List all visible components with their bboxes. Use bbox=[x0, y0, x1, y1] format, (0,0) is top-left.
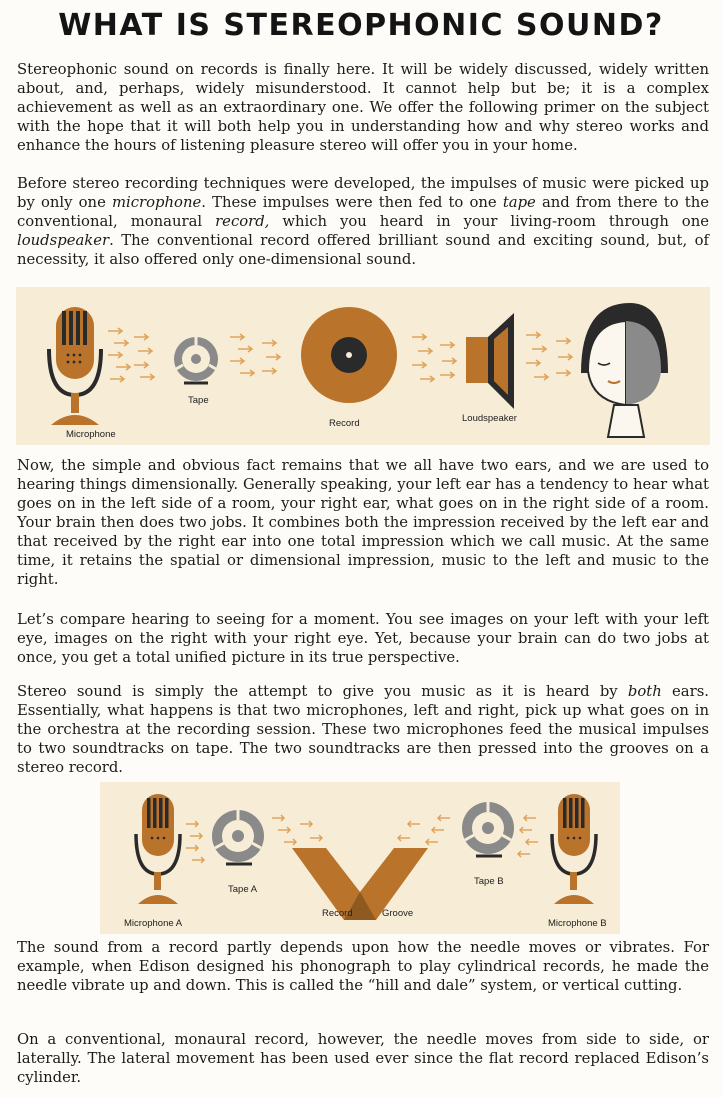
label-microphone-a: Microphone A bbox=[124, 918, 183, 929]
text-run: Stereo sound is simply the attempt to give you music as it is heard by bbox=[17, 683, 628, 700]
tape-reel-a-icon bbox=[212, 810, 264, 864]
tape-reel-icon bbox=[174, 337, 218, 383]
text-run: which you heard in your living-room through one bbox=[269, 213, 709, 230]
emphasis-tape: tape bbox=[502, 194, 536, 211]
tape-reel-b-icon bbox=[462, 802, 514, 856]
paragraph-seeing: Let’s compare hearing to seeing for a moment. You see images on your left with your left eye, images on the right with your right eye. Yet, because your brain can do two jobs at once, you get a total unified picture in its true perspective. bbox=[17, 611, 709, 666]
sound-arrows bbox=[412, 334, 456, 382]
loudspeaker-icon bbox=[466, 313, 514, 409]
sound-arrows bbox=[186, 821, 204, 863]
paragraph-stereo bbox=[17, 682, 709, 777]
paragraph-two-ears: Now, the simple and obvious fact remains that we all have two ears, and we are used to hearing things dimensionally. Generally speaking, your left ear has a tendency to hear what goes on in the left side of a room, your right ear, what goes on in the right side of a room. Your brain then does two jobs. It combines both the impression received by the left ear and that received by the right ear into one total impression which we call music. At the same time, it retains the spatial or dimensional impression, music to the left and music to the right. bbox=[17, 457, 709, 588]
text-run: Before stereo recording techniques were developed, the impulses of music were picked up by only one bbox=[17, 175, 709, 211]
text-run: . The conventional record offered brilliant sound and exciting sound, but, of necessity, it also offered only one-dimensional sound. bbox=[17, 232, 709, 268]
microphone-b-icon bbox=[552, 794, 596, 904]
listener-face-icon bbox=[581, 303, 668, 437]
microphone-icon bbox=[49, 307, 101, 425]
sound-arrows bbox=[518, 815, 538, 857]
text-run: and from there to the conventional, monaural bbox=[17, 194, 709, 230]
sound-arrows bbox=[526, 332, 572, 380]
microphone-a-icon bbox=[136, 794, 180, 904]
text-run: . These impulses were then fed to one bbox=[201, 194, 503, 211]
label-tape-a: Tape A bbox=[228, 884, 258, 895]
paragraph-lateral: On a conventional, monaural record, however, the needle moves from side to side, or laterally. The lateral movement has been used ever since the flat record replaced Edison’s cylinder. bbox=[17, 1031, 709, 1086]
label-record: Record bbox=[329, 418, 360, 429]
label-tape: Tape bbox=[188, 395, 209, 406]
page-title: WHAT IS STEREOPHONIC SOUND? bbox=[58, 8, 664, 43]
label-microphone: Microphone bbox=[66, 429, 116, 440]
sound-arrows bbox=[272, 815, 450, 845]
emphasis-both: both bbox=[627, 683, 662, 700]
text-run: ears. Essentially, what happens is that two microphones, left and right, pick up what goes on in the orchestra at the recording session. These two microphones feed the musical impulses to two soundtracks on tape. The two soundtracks are then pressed into the grooves on a stereo record. bbox=[17, 683, 709, 776]
stereo-diagram-illustration bbox=[100, 782, 620, 934]
emphasis-record: record, bbox=[215, 213, 270, 230]
emphasis-loudspeaker: loudspeaker bbox=[17, 232, 110, 249]
label-tape-b: Tape B bbox=[474, 876, 504, 887]
paragraph-intro: Stereophonic sound on records is finally here. It will be widely discussed, widely written about, and, perhaps, widely misunderstood. It cannot help but be; it is a complex achievement as well as an extraordinary one. We offer the following primer on the subject with the hope that it will both help you in understanding how and why stereo works and enhance the hours of listening pleasure stereo will offer you in your home. bbox=[17, 61, 709, 154]
label-groove: Groove bbox=[382, 908, 414, 919]
sound-arrows bbox=[230, 334, 280, 376]
label-record: Record bbox=[322, 908, 353, 919]
label-loudspeaker: Loudspeaker bbox=[462, 413, 517, 424]
mono-diagram bbox=[16, 287, 710, 445]
paragraph-before-stereo bbox=[17, 174, 709, 269]
stereo-diagram bbox=[100, 782, 620, 934]
paragraph-needle: The sound from a record partly depends upon how the needle moves or vibrates. For example, when Edison designed his phonograph to play cylindrical records, he made the needle vibrate up and down. This is called the “hill and dale” system, or vertical cutting. bbox=[17, 939, 709, 994]
record-icon bbox=[301, 307, 397, 403]
sound-arrows bbox=[108, 328, 154, 382]
emphasis-microphone: microphone bbox=[112, 194, 202, 211]
label-microphone-b: Microphone B bbox=[548, 918, 607, 929]
mono-diagram-illustration bbox=[16, 287, 710, 445]
